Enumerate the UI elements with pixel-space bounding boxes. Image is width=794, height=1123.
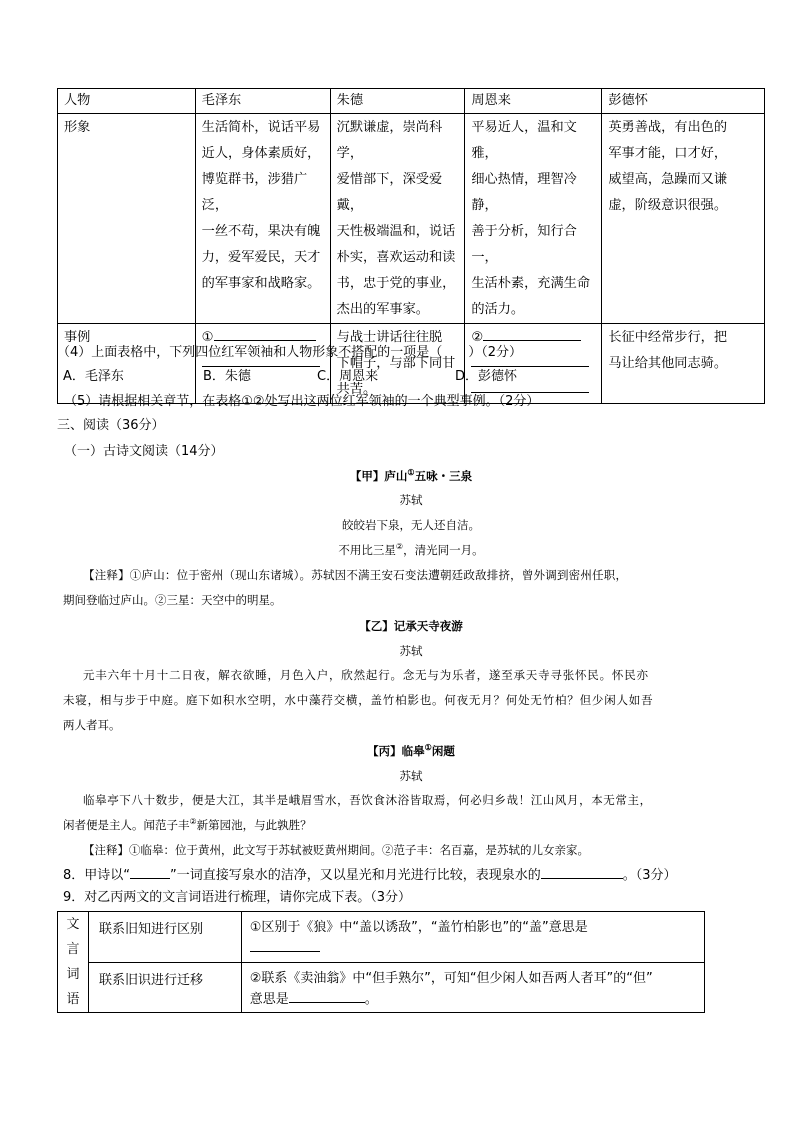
- table-row: [58, 912, 705, 963]
- row1-label: 联系旧知进行区别: [88, 912, 241, 963]
- poem-jia-note2: 期间登临过庐山。②三星：天空中的明星。: [63, 593, 282, 607]
- header-cell: 人物: [58, 89, 196, 114]
- poem-jia-note1: 【注释】①庐山：位于密州（现山东诸城）。苏轼因不满王安石变法遭朝廷政敌排挤，曾外调到密州任职，: [83, 568, 628, 582]
- header-cell: 彭德怀: [602, 89, 765, 114]
- row2-label: 联系旧识进行迁移: [88, 962, 241, 1013]
- prose-yi-author: 苏轼: [399, 644, 423, 658]
- header-cell: 毛泽东: [195, 89, 330, 114]
- row2-content: ②联系《卖油翁》中“但手熟尔”，可知“但少闲人如吾两人者耳”的“但” 意思是 。: [241, 962, 704, 1013]
- example-cell-peng: 长征中经常步行，把 马让给其他同志骑。: [602, 324, 765, 404]
- prose-bing-p2: 闲者便是主人。闻范子丰②新第园池，与此孰胜？: [63, 817, 312, 832]
- poem-jia-title: 【甲】庐山①五咏・三泉: [349, 467, 473, 483]
- header-cell: 周恩来: [465, 89, 602, 114]
- answer-blank-2[interactable]: [483, 328, 581, 341]
- question-5: （5）请根据相关章节，在表格①②处写出这两位红军领袖的一个典型事例。（2分）: [64, 394, 540, 409]
- prose-bing-p1: 临皋亭下八十数步，便是大江，其半是峨眉雪水，吾饮食沐浴皆取焉，何必归乡哉！江山风月，本无常主，: [83, 793, 652, 807]
- prose-yi-p2: 未寝，相与步于中庭。庭下如积水空明，水中藻荇交横，盖竹柏影也。何夜无月？何处无竹柏？但少闲人如吾: [63, 693, 654, 707]
- question-9: 9．对乙丙两文的文言词语进行梳理，请你完成下表。（3分）: [63, 890, 412, 905]
- table-row: [58, 962, 705, 1013]
- table-row-example: [58, 324, 765, 404]
- answer-blank-q8a[interactable]: [130, 866, 170, 879]
- subsection-heading: （一）古诗文阅读（14分）: [64, 444, 224, 459]
- option-d[interactable]: D．彭德怀: [455, 369, 518, 384]
- row1-content: ①区别于《狼》中“盖以诱敌”，“盖竹柏影也”的“盖”意思是: [241, 912, 704, 963]
- answer-blank-9b[interactable]: [289, 990, 365, 1003]
- example-cell-mao: ①: [195, 324, 330, 404]
- poem-jia-line2: 不用比三星②，清光同一月。: [338, 542, 484, 557]
- example-cell-zhou: ②: [465, 324, 602, 404]
- header-cell: 朱德: [330, 89, 465, 114]
- prose-bing-note: 【注释】①临皋：位于黄州，此文写于苏轼被贬黄州期间。②范子丰：名百嘉，是苏轼的儿女亲家。: [83, 843, 589, 857]
- answer-blank-q8b[interactable]: [541, 866, 623, 879]
- option-c[interactable]: C．周恩来: [317, 369, 379, 384]
- section-heading: 三、阅读（36分）: [57, 418, 165, 433]
- option-a[interactable]: A．毛泽东: [63, 369, 124, 384]
- question-4: （4）上面表格中，下列四位红军领袖和人物形象不搭配的一项是（ ）（2分）: [57, 345, 523, 360]
- image-cell-mao: 生活简朴，说话平易 近人，身体素质好， 博览群书，涉猎广泛， 一丝不苟，果决有魄 力，爱军爱民，天才 的军事家和战略家。: [195, 114, 330, 324]
- prose-bing-author: 苏轼: [399, 769, 423, 783]
- image-cell-zhou: 平易近人，温和文雅， 细心热情，理智冷静， 善于分析，知行合一， 生活朴素，充满生命 的活力。: [465, 114, 602, 324]
- answer-blank-1[interactable]: [214, 328, 316, 341]
- row-label: 事例: [58, 324, 196, 404]
- poem-jia-author: 苏轼: [399, 493, 423, 507]
- row-label: 形象: [58, 114, 196, 324]
- prose-yi-p3: 两人者耳。: [63, 718, 121, 732]
- table-row-image: [58, 114, 765, 324]
- image-cell-peng: 英勇善战，有出色的 军事才能，口才好， 威望高，急躁而又谦 虚，阶级意识很强。: [602, 114, 765, 324]
- image-cell-zhu: 沉默谦虚，崇尚科学， 爱惜部下，深受爱戴， 天性极端温和，说话 朴实，喜欢运动和读 书，忠于党的事业， 杰出的军事家。: [330, 114, 465, 324]
- answer-blank-9a[interactable]: [250, 939, 320, 952]
- question-8: 8．甲诗以“ ”一词直接写泉水的洁净，又以星光和月光进行比较，表现泉水的 。（3分）: [63, 868, 677, 883]
- prose-bing-title: 【丙】临皋①闲题: [367, 742, 455, 758]
- vocab-table: [57, 911, 705, 1013]
- prose-yi-title: 【乙】记承天寺夜游: [359, 619, 463, 633]
- table-header-row: [58, 89, 765, 114]
- example-cell-zhu: 与战士讲话往往脱 下帽子，与部下同甘 共苦。: [330, 324, 465, 404]
- side-label-cell: 文 言 词 语: [58, 912, 89, 1013]
- option-b[interactable]: B．朱德: [203, 369, 251, 384]
- poem-jia-line1: 皎皎岩下泉，无人还自洁。: [342, 518, 480, 532]
- prose-yi-p1: 元丰六年十月十二日夜，解衣欲睡，月色入户，欣然起行。念无与为乐者，遂至承天寺寻张怀民。怀民亦: [83, 668, 649, 682]
